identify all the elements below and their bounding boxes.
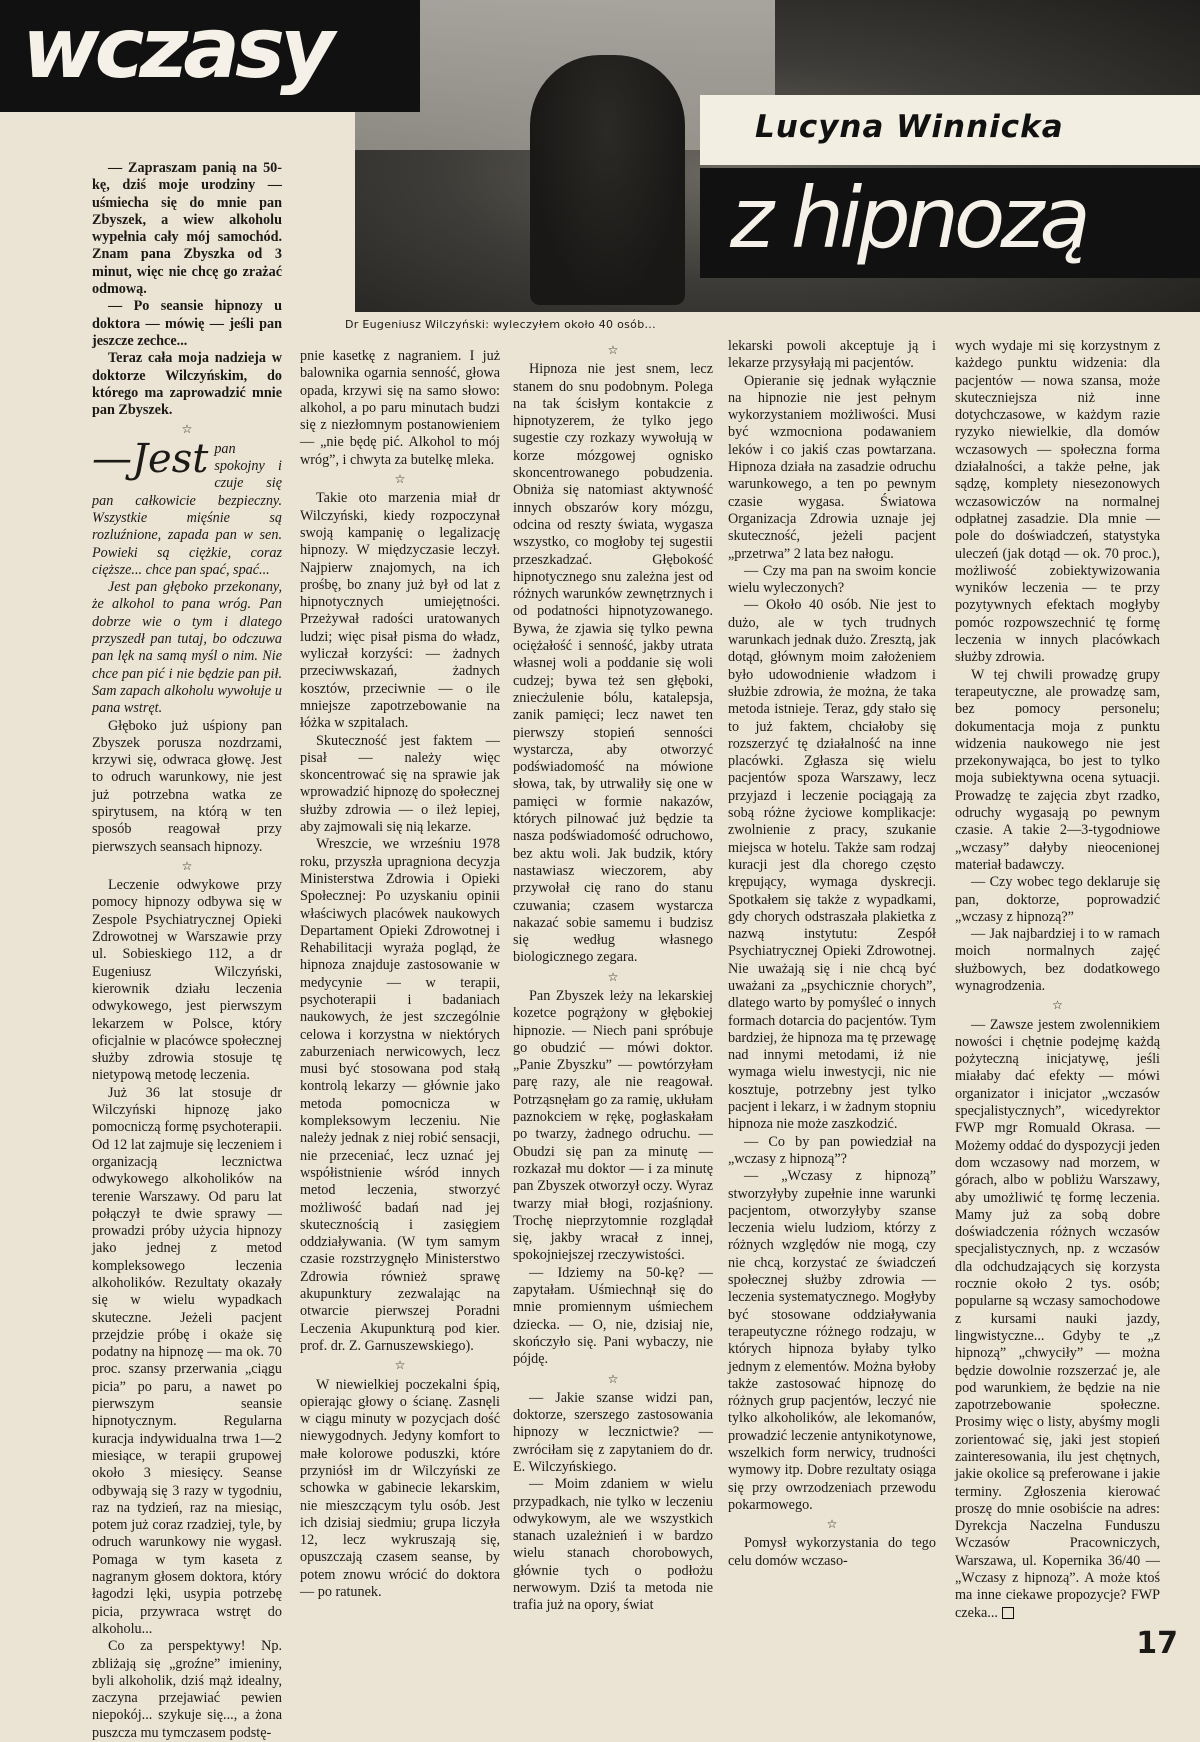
paragraph (92, 435, 282, 579)
drop-word: —Jest (92, 435, 209, 482)
paragraph: Leczenie odwykowe przy pomocy hipnozy odbywa się w Zespole Psychiatrycznej Opieki Zdrowotnej w Warszawie przy ul. Sobieskiego 112, a dr Eugeniusz Wilczyński, kierownik działu leczenia odwykowego, jest pierwszym lekarzem w Polsce, który oficjalnie w placówce społecznej służby zdrowia stosuje tę nietypową metodę leczenia. (92, 877, 282, 1084)
paragraph: Wreszcie, we wrześniu 1978 roku, przyszła upragniona decyzja Ministerstwa Zdrowia i Opieki Społecznej: Po uzyskaniu opinii właściwych placówek naukowych Departament Opieki Zdrowotnej i Rehabilitacji wyraża pogląd, że hipnoza znajduje zastosowanie w medycynie — w terapii, psychoterapii i badaniach naukowych, że jest szczególnie celowa i korzystna w niektórych zaburzeniach nerwicowych, lecz musi być stosowana pod stałą kontrolą lekarzy — głównie jako metoda pomocnicza w kompleksowym leczeniu. Nie należy jednak z niej robić sensacji, nie przeceniać, lecz uznać jej współistnienie wśród innych metod leczenia, stworzyć możliwość badań nad jej skutecznością i zasięgiem oddziaływania. (W tym samym czasie rozstrzygnęło Ministerstwo Zdrowia również sprawę akupunktury zezwalając na otwarcie pierwszej Poradni Leczenia Akupunkturą pod kier. prof. dr. Z. Garnuszewskiego). (300, 836, 500, 1354)
author-box (700, 95, 1200, 165)
paragraph: Teraz cała moja nadzieja w doktorze Wilczyńskim, do którego ma zaprowadzić mnie pan Zbyszek. (92, 350, 282, 419)
photo-caption: Dr Eugeniusz Wilczyński: wyleczyłem około 40 osób... (345, 318, 656, 331)
paragraph: Takie oto marzenia miał dr Wilczyński, kiedy rozpoczynał swoją kampanię o legalizację hipnozy. W międzyczasie leczył. Najpierw znajomych, na ich prośbę, bo znany już był od lat z hipnotycznych umiejętności. Przeżywał radości uratowanych ludzi; więc pisał pisma do władz, wyliczał korzyści: — żadnych przeciwwskazań, żadnych kosztów, przeciwnie — o ile mniejsze zapotrzebowanie na łóżka w szpitalach. (300, 490, 500, 732)
paragraph: — Jak najbardziej i to w ramach moich normalnych zajęć służbowych, bez dodatkowego wynagrodzenia. (955, 926, 1160, 994)
paragraph: wych wydaje mi się korzystnym z każdego punktu widzenia: dla pacjentów — nowa szansa, może skuteczniejsza niż inne dotychczasowe, w każdym razie ryzyko niewielkie, dla domów wczasowych — społeczna forma działalności, a także pełne, jak sądzę, komplety niesezonowych wczasowiczów na normalnej odpłatnej zasadzie. Dla mnie — pole do doświadczeń, statystyka uleczeń (jak dotąd — ok. 70 proc.), możliwość zobiektywizowania wyników leczenia — te przy pozytywnych efektach mogłyby pomóc rozpowszechnić tę formę leczenia w innych placówkach służby zdrowia. (955, 338, 1160, 666)
paragraph-text: pan spokojny i czuje się pan całkowicie bezpieczny. Wszystkie mięśnie są rozluźnione, zapada pan w sen. Powieki są ciężkie, coraz cięższe... chce pan spać, spać... (92, 440, 282, 578)
paragraph: Hipnoza nie jest snem, lecz stanem do snu podobnym. Polega na tak ścisłym kontakcie z hipnotyzerem, że tylko jego sugestie czy rozkazy wywołują w korze mózgowej ognisko skoncentrowanego pobudzenia. Obniża się natomiast aktywność innych obszarów kory mózgu, odcina od reszty świata, wygasza wszystko, co mogłoby tej sugestii przeszkadzać. Głębokość hipnotycznego snu zależna jest od różnych warunków zewnętrznych i od podatności hipnotyzowanego. Bywa, że zjawia się tylko pewna ociężałość i senność, jakby utrata własnej woli a poddanie się woli cudzej; bywa też sen głęboki, zniecżulenie bólu, katalepsja, zanik pamięci; lecz nawet ten pierwszy stopień senności wystarcza, aby otworzyć podświadomość na mówione słowa, tak, by utrwaliły się one w pamięci w formie nakazów, których pilnować już będzie ta nasza podświadomość odruchowo, bez aktu woli. Jak budzik, który nastawiasz wieczorem, aby przywołał cię rano do stanu czuwania; czasem wystarcza nakazać sobie samemu i budzisz się według własnego biologicznego zegara. (513, 361, 713, 966)
paragraph: — „Wczasy z hipnozą” stworzyłyby zupełnie inne warunki pacjentom, otworzyłyby szanse leczenia wielu ludziom, którzy z różnych względów nie mogą, czy nie chcą, korzystać ze świadczeń społecznej służby zdrowia — leczenia systematycznego. Mogłyby być stosowane oddziaływania terapeutyczne różnego rodzaju, w których hipnoza byłaby tylko jednym z elementów. Można byłoby także zastosować hipnozę do różnych grup pacjentów, leczyć nie tylko alkoholików, ale lekomanów, prowadzić leczenie antynikotynowe, wszelkich form nerwicy, trudności wymowy itp. Dobre rezultaty osiąga się przy owrzodzeniach przewodu pokarmowego. (728, 1168, 936, 1513)
paragraph: W niewielkiej poczekalni śpią, opierając głowy o ścianę. Zasnęli w ciągu minuty w pozycjach dość niewygodnych. Jedyny komfort to małe kolorowe poduszki, które przyniósł im dr Wilczyński ze schowka w gabinecie lekarskim, nie mieszczącym tylu osób. Jest ich dzisiaj siedmiu; grupa liczyła 12, lecz wykruszają się, opuszczają czasem seanse, by potem znowu wrócić do doktora — po ratunek. (300, 1376, 500, 1601)
paragraph: — Po seansie hipnozy u doktora — mówię — jeśli pan jeszcze zechce... (92, 298, 282, 349)
headline-top: wczasy (0, 0, 420, 112)
paragraph: — Idziemy na 50-kę? — zapytałam. Uśmiechnął się do mnie promiennym uśmiechem dziecka. — O, nie, dzisiaj nie, skończyło się. Pani wybaczy, nie pójdę. (513, 1264, 713, 1368)
star-separator: ☆ (394, 472, 406, 487)
star-separator: ☆ (394, 1358, 406, 1373)
article-column-5 (955, 338, 1160, 1628)
star-separator: ☆ (607, 1371, 619, 1386)
article-column-2 (300, 348, 500, 1638)
paragraph: — Czy ma pan na swoim koncie wielu wyleczonych? (728, 562, 936, 597)
star-separator: ☆ (181, 422, 193, 437)
star-separator: ☆ (826, 1517, 838, 1532)
end-of-article-icon (1002, 1607, 1014, 1619)
headline-bottom: z hipnozą (700, 168, 1200, 278)
photo-doctor-figure (530, 55, 685, 305)
paragraph: — Około 40 osób. Nie jest to dużo, ale w tych trudnych warunkach jednak dużo. Zresztą, jak dotąd, głównym moim założeniem było udowodnienie władzom i służbie zdrowia, że można, że taka metoda istnieje. Teraz, gdy stało się to już faktem, chciałoby się rozszerzyć tę działalność na inne placówki. Zgłasza się wielu pacjentów spoza Warszawy, lecz przyjazd i leczenie pociągają za sobą różne życiowe komplikacje: zwolnienie z pracy, szukanie miejsca w hotelu. Także sam rodzaj kuracji jest dla chorego często krępujący, wymaga dyskrecji. Spotkałem się także z wypadkami, gdy chorych odstraszała plakietka z nazwą instytutu: Zespół Psychiatrycznej Opieki Zdrowotnej. Nie uważają się i nie chcą być uważani za „psychicznie chorych”, dlatego warto by pomyśleć o innych formach dotarcia do pacjentów. Tym bardziej, że hipnoza ma tę przewagę nad innymi metodami, iż nie wymaga wielu inwestycji, nic nie kosztuje, potrzebny jest tylko pacjent i lekarz, i w żadnym stopniu hipnoza nie może zaszkodzić. (728, 597, 936, 1133)
paragraph: lekarski powoli akceptuje ją i lekarze przysyłają mi pacjentów. (728, 338, 936, 372)
paragraph: Pan Zbyszek leży na lekarskiej kozetce pogrążony w głębokiej hipnozie. — Niech pani spróbuje go obudzić — mówi doktor. „Panie Zbyszku” — powtórzyłam parę razy, ale nie reagował. Potrząsnęłam go za ramię, ukłułam paznokciem w rękę, pogłaskałam po twarzy, żadnego odruchu. — Obudzi się pan za minutę — rozkazał mu doktor — i za minutę pan Zbyszek otworzył oczy. Wyraz twarzy miał błogi, rozjaśniony. Trochę nieprzytomnie rozglądał się, jakby wracał z innej, spokojniejszej rzeczywistości. (513, 987, 713, 1264)
paragraph: Opieranie się jednak wyłącznie na hipnozie nie jest pełnym wykorzystaniem możliwości. Musi być wzmocniona podawaniem leków i co jakiś czas powtarzana. Hipnoza działa na zasadzie odruchu warunkowego, a ten po pewnym czasie wygasa. Światowa Organizacja Zdrowia uznaje jej skuteczność, jeżeli pacjent „przetrwa” 2 lata bez nałogu. (728, 372, 936, 562)
paragraph: Już 36 lat stosuje dr Wilczyński hipnozę jako pomocniczą formę psychoterapii. Od 12 lat zajmuje się leczeniem i organizacją lecznictwa odwykowego alkoholików na terenie Warszawy. Od paru lat połączył te dwie sprawy — prowadzi próby użycia hipnozy jako jednej z metod kompleksowego leczenia alkoholików. Rezultaty okazały się w wielu wypadkach skuteczne. Jeżeli pacjent przejdzie próbę i okaże się podatny na hipnozę — ma ok. 70 proc. szansy przerwania „ciągu picia” po paru, a nawet po pierwszym seansie hipnotycznym. Regularna kuracja indywidualna trwa 1—2 miesiące, w terapii grupowej około 3 miesięcy. Seanse odbywają się 3 razy w tygodniu, raz na tydzień, raz na miesiąc, potem już coraz rzadziej, tyle, by odruch warunkowy nie wygasł. Pomaga w tym kaseta z nagranym głosem doktora, który łagodzi lęki, usypia potrzebę picia, przywraca wstręt do alkoholu... (92, 1084, 282, 1637)
paragraph: Co za perspektywy! Np. zbliżają się „groźne” imieniny, byli alkoholik, dziś mąż idealny, zaczyna przejawiać pewien niepokój... szykuje się..., a żona puszcza mu tymczasem podstę- (92, 1638, 282, 1741)
article-column-3 (513, 340, 713, 1640)
paragraph: Skuteczność jest faktem — pisał — należy więc skoncentrować się na sprawie jak wprowadzić hipnozę do społecznej służby zdrowia — o ileż lepiej, aby zajmowali się nią lekarze. (300, 732, 500, 836)
star-separator: ☆ (181, 858, 193, 873)
star-separator: ☆ (1052, 998, 1063, 1013)
paragraph: — Jakie szanse widzi pan, doktorze, szerszego zastosowania hipnozy w lecznictwie? — zwróciłam się z zapytaniem do dr. E. Wilczyńskiego. (513, 1389, 713, 1475)
paragraph: W tej chwili prowadzę grupy terapeutyczne, ale prowadzę sam, bez pomocy personelu; dokumentacja moja z punktu widzenia naukowego nie jest przekonywająca, bo jest to tylko moja subiektywna ocena sytuacji. Prowadzę te zajęcia zbyt rzadko, odruchy wygasają po pewnym czasie. A takie 2—3-tygodniowe „wczasy” dałyby nieocenionej materiał badawczy. (955, 666, 1160, 873)
paragraph-text: — Zawsze jestem zwolennikiem nowości i chętnie podejmę każdą pożyteczną inicjatywę, jeśli miałaby dać efekty — mówi organizator i inicjator „wczasów specjalistycznych”, wicedyrektor FWP mgr Romuald Okrasa. — Możemy oddać do dyspozycji jeden dom wczasowy nad morzem, w górach, albo w pobliżu Warszawy, aby umożliwić tę formę leczenia. Mamy już za sobą dobre doświadczenia różnych wczasów specjalistycznych, np. z wczasów dla odchudzających się korzysta rocznie około 2 tys. osób; popularne są wczasy samochodowe z kursami nauki jazdy, lingwistyczne... Gdyby te „z hipnozą” „chwyciły” — można będzie dowolnie rozszerzać je, ale pod warunkiem, że będzie na nie zapotrzebowanie społeczne. Prosimy więc o listy, abyśmy mogli zorientować się, jaki jest stopień zainteresowania, ilu jest chętnych, jakie okolice są preferowane i jakie terminy. Zgłoszenia kierować proszę do mnie osobiście na adres: Dyrekcja Naczelna Funduszu Wczasów Pracowniczych, Warszawa, ul. Kopernika 36/40 — „Wczasy z hipnozą”. A może ktoś ma inne ciekawe propozycje? FWP czeka... (955, 1016, 1160, 1621)
paragraph: Głęboko już uśpiony pan Zbyszek porusza nozdrzami, krzywi się, odwraca głowę. Jest to odruch warunkowy, nie jest już potrzebna watka ze spirytusem, na którą w ten sposób reagował przy pierwszych seansach hipnozy. (92, 717, 282, 855)
page-number: 17 (1136, 1626, 1178, 1661)
paragraph: — Moim zdaniem w wielu przypadkach, nie tylko w leczeniu odwykowym, ale we wszystkich stanach uzależnień i w bardzo wielu stanach chorobowych, głównie tych o podłożu nerwowym. Dziś ta metoda nie trafia już na opory, świat (513, 1476, 713, 1614)
paragraph (955, 1017, 1160, 1622)
paragraph: Jest pan głęboko przekonany, że alkohol to pana wróg. Pan dobrze wie o tym i dlatego przyszedł pan tutaj, bo odczuwa pan lęk na samą myśl o nim. Nie chce pan pić i nie będzie pan pił. Sam zapach alkoholu wywołuje u pana wstręt. (92, 579, 282, 717)
paragraph: — Zapraszam panią na 50-kę, dziś moje urodziny — uśmiecha się do mnie pan Zbyszek, a wiew alkoholu wypełnia cały mój samochód. Znam pana Zbyszka od 3 minut, więc nie chcę go zrażać odmową. (92, 160, 282, 298)
star-separator: ☆ (607, 343, 619, 357)
article-column-4 (728, 338, 936, 1638)
paragraph: Pomysł wykorzystania do tego celu domów wczaso- (728, 1535, 936, 1569)
paragraph: — Czy wobec tego deklaruje się pan, doktorze, poprowadzić „wczasy z hipnozą?” (955, 874, 1160, 925)
article-column-1 (92, 160, 282, 1741)
star-separator: ☆ (607, 969, 619, 984)
paragraph: — Co by pan powiedział na „wczasy z hipnozą”? (728, 1133, 936, 1167)
author-name: Lucyna Winnicka (755, 109, 1064, 145)
paragraph: pnie kasetkę z nagraniem. I już balownika ogarnia senność, głowa opada, krzywi się na samo słowo: alkohol, a po paru minutach budzi się z niezłomnym postanowieniem — „nie będę pić. Alkohol to mój wróg”, i chwyta za butelkę mleka. (300, 348, 500, 468)
